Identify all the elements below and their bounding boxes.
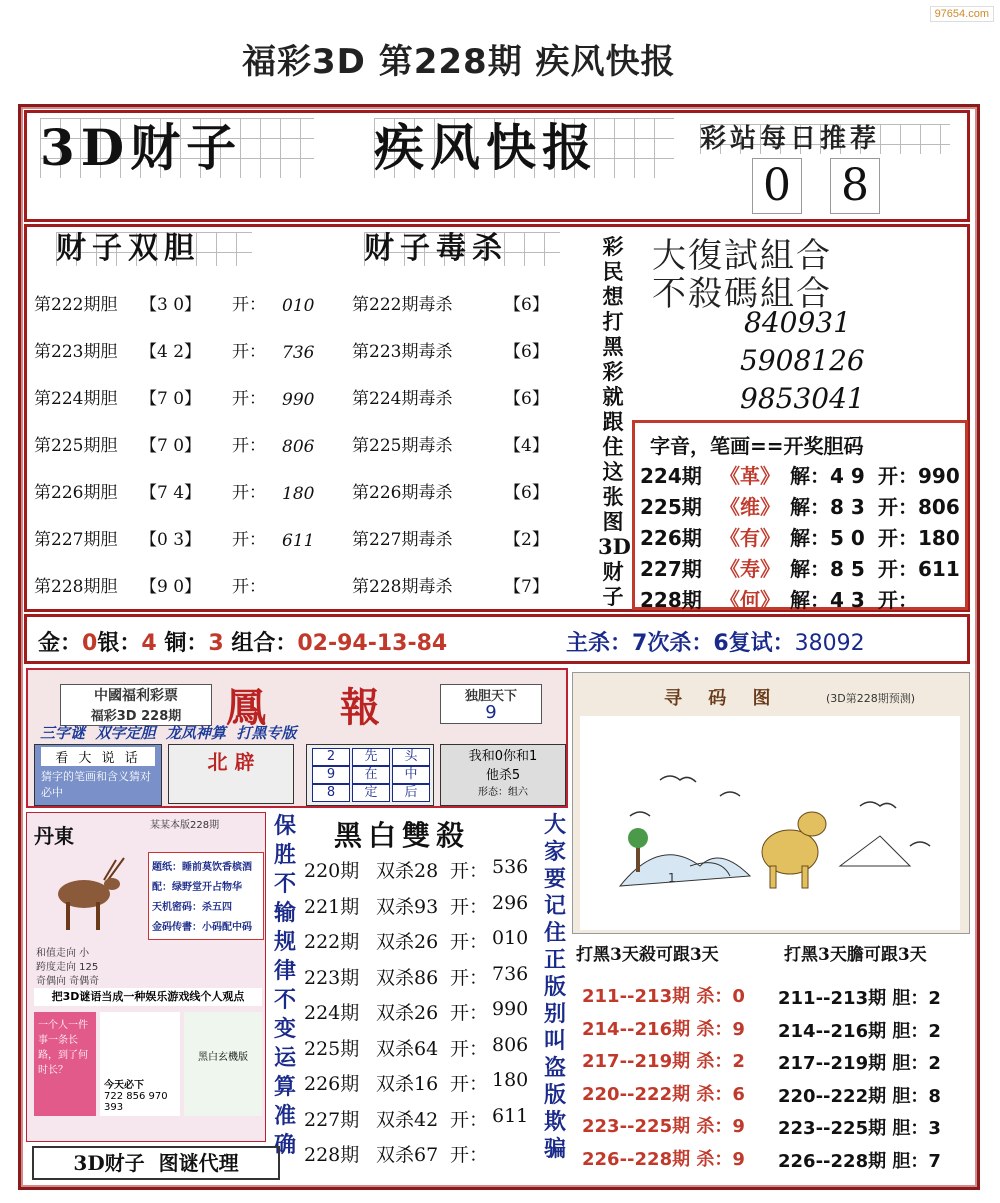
dahei-dan-row: 223--225期 胆：3 — [778, 1118, 941, 1139]
dusha-period: 第223期毒杀 — [352, 342, 453, 362]
heibai-shasha: 双杀42 — [376, 1108, 439, 1131]
shuangdan-period: 第225期胆 — [34, 436, 118, 456]
dusha-period: 第228期毒杀 — [352, 577, 453, 597]
yiren-box: 一个人一件事一条长路，到了何时长？ — [34, 1012, 96, 1116]
kan-box — [34, 744, 162, 806]
antelope-image — [34, 850, 144, 936]
fengbao-issue: 福彩3D 228期 — [90, 709, 182, 724]
dusha-period: 第227期毒杀 — [352, 530, 453, 550]
fuyu-label: 今天必下 — [104, 1080, 144, 1091]
daily-digit-2: 8 — [830, 158, 880, 214]
xunma-drawing — [580, 716, 960, 930]
zyin-jie: 解：4 9 — [790, 464, 865, 488]
daily-digit-1: 0 — [752, 158, 802, 214]
shuangdan-kai-label: 开： — [232, 483, 266, 503]
heibai-period: 227期 — [304, 1108, 360, 1131]
kill-line: 主杀：7次杀：6复试：38092 — [566, 631, 865, 656]
fushi-number-3: 9853041 — [740, 382, 865, 415]
zyin-period: 228期 — [640, 588, 702, 612]
poster-title: 疾风快报 — [374, 118, 674, 178]
zyin-title: 字音，笔画==开奖胆码 — [650, 434, 864, 458]
zyin-jie: 解：8 5 — [790, 557, 865, 581]
heibai-period: 221期 — [304, 895, 360, 918]
dusha-value: 【4】 — [504, 436, 549, 456]
shuangdan-kai-value: 180 — [282, 484, 315, 504]
kan-subtitle: 猜字的笔画和含义猜对必中 — [41, 770, 151, 799]
shuangdan-period: 第228期胆 — [34, 577, 118, 597]
heibai-kai-label: 开： — [450, 1073, 489, 1095]
heibai-kai-label: 开： — [450, 1108, 489, 1131]
zyin-kai: 开：990 — [878, 464, 960, 488]
position-grid-cell: 后 — [392, 784, 430, 802]
dahei-sha-row: 217--219期 杀：2 — [582, 1051, 745, 1072]
dahei-sha-row: 214--216期 杀：9 — [582, 1018, 745, 1040]
dandong-small: 某某本版228期 — [150, 820, 220, 831]
dajia-vertical: 大家要记住正版别叫盗版欺骗 — [543, 812, 566, 1162]
dahei-sha-row: 211--213期 杀：0 — [582, 986, 745, 1007]
dahei-dan-row: 214--216期 胆：2 — [778, 1020, 941, 1042]
zyin-kai: 开： — [878, 588, 918, 612]
position-grid-cell: 2 — [312, 748, 350, 766]
dahei-sha-row: 223--225期 杀：9 — [582, 1116, 745, 1137]
daily-recommend-label: 彩站每日推荐 — [700, 124, 950, 154]
heibai-period: 226期 — [304, 1073, 360, 1095]
position-grid-cell: 中 — [392, 766, 430, 784]
heibai-period: 228期 — [304, 1144, 360, 1166]
dandong-clue: 配：绿野堂开占物华 — [152, 882, 242, 893]
dusha-value: 【2】 — [504, 530, 549, 550]
position-grid-cell: 先 — [352, 748, 390, 766]
heibai-kai-label: 开： — [450, 1144, 489, 1166]
shuangdan-dan: 【7 0】 — [140, 436, 202, 456]
heibai-kai-label: 开： — [450, 966, 489, 989]
heibai-kai-value: 296 — [492, 891, 529, 914]
zyin-kai: 开：611 — [878, 557, 960, 581]
fushi-line1: 大復試組合 — [652, 236, 832, 276]
zyin-jie: 解：8 3 — [790, 495, 865, 519]
position-grid-cell: 头 — [392, 748, 430, 766]
zyin-word: 《革》 — [720, 464, 780, 488]
summary-line: 金：0银：4 铜：3 组合：02-94-13-84 — [38, 631, 448, 656]
heibai-period: 220期 — [304, 860, 360, 882]
heibai-kai-value: 806 — [492, 1033, 529, 1056]
dusha-value: 【6】 — [504, 295, 549, 315]
shuangdan-dan: 【4 2】 — [140, 342, 202, 362]
fengbao-slogan: 三字谜 双字定胆 龙凤神算 打黑专版 — [40, 724, 297, 742]
heibai-shasha: 双杀28 — [376, 860, 439, 882]
kuadu-line: 跨度走向 125 — [36, 962, 99, 973]
antelope-icon — [34, 850, 144, 936]
heibai-shasha: 双杀64 — [376, 1037, 439, 1060]
tel-line: 722 856 970 393 — [104, 1091, 168, 1113]
zyin-period: 227期 — [640, 557, 702, 581]
dusha-value: 【6】 — [504, 483, 549, 503]
fushi-number-1: 840931 — [744, 306, 851, 339]
heibai-kai-label: 开： — [450, 1037, 489, 1060]
dusha-period: 第226期毒杀 — [352, 483, 453, 503]
zyin-kai: 开：806 — [878, 495, 960, 519]
zyin-jie: 解：5 0 — [790, 526, 865, 550]
dusha-period: 第224期毒杀 — [352, 389, 453, 409]
xunma-subtitle: (3D第228期预测) — [826, 692, 916, 705]
heibai-shasha: 双杀26 — [376, 1002, 439, 1024]
dahei-dan-row: 217--219期 胆：2 — [778, 1053, 941, 1074]
dusha-value: 【7】 — [504, 577, 549, 597]
dahei-dan-row: 220--222期 胆：8 — [778, 1085, 941, 1107]
position-grid-cell: 8 — [312, 784, 350, 802]
footer-label: 3D财子 图谜代理 — [32, 1146, 280, 1180]
shuangdan-period: 第223期胆 — [34, 342, 118, 362]
heibai-shasha: 双杀86 — [376, 966, 439, 989]
bei-box: 北 辟 — [168, 744, 294, 804]
shuangdan-period: 第224期胆 — [34, 389, 118, 409]
dusha-period: 第225期毒杀 — [352, 436, 453, 456]
heibai-shasha: 双杀67 — [376, 1144, 439, 1166]
heibai-kai-label: 开： — [450, 860, 489, 882]
heibai-period: 225期 — [304, 1037, 360, 1060]
shuangdan-period: 第227期胆 — [34, 530, 118, 550]
dudan-value: 9 — [485, 702, 497, 723]
heibai-kai-value: 990 — [492, 998, 529, 1020]
fushi-number-2: 5908126 — [740, 344, 865, 377]
zyin-word: 《何》 — [720, 588, 780, 612]
heibai-kai-value: 536 — [492, 856, 529, 878]
dahei-dan-row: 226--228期 胆：7 — [778, 1150, 941, 1172]
shuangdan-kai-value: 010 — [282, 296, 315, 316]
page-title: 福彩3D 第228期 疾风快报 — [242, 42, 676, 82]
dusha-title: 财子毒杀 — [364, 232, 560, 266]
shuangdan-kai-label: 开： — [232, 530, 266, 550]
xunma-drawing-label: 1 — [668, 871, 676, 885]
position-grid-cell: 9 — [312, 766, 350, 784]
shuangdan-title: 财子双胆 — [56, 232, 252, 266]
dahei-sha-row: 220--222期 杀：6 — [582, 1083, 745, 1105]
heibai-kai-label: 开： — [450, 1002, 489, 1024]
position-grid-cell: 在 — [352, 766, 390, 784]
baosheng-vertical: 保胜不输规律不变运算准确 — [273, 813, 296, 1158]
heibai-title: 黑白雙殺 — [334, 819, 471, 852]
watermark: 97654.com — [930, 6, 994, 22]
zyin-period: 226期 — [640, 526, 702, 550]
dandong-banner: 把3D谜语当成一种娱乐游戏线个人观点 — [34, 988, 262, 1006]
zyin-word: 《维》 — [720, 495, 780, 519]
dusha-period: 第222期毒杀 — [352, 295, 453, 315]
shuangdan-kai-value: 611 — [282, 531, 315, 551]
dusha-value: 【6】 — [504, 389, 549, 409]
dandong-city: 丹東 — [34, 824, 74, 848]
dahei-sha-row: 226--228期 杀：9 — [582, 1148, 745, 1170]
dahei-sha-title: 打黑3天殺可跟3天 — [576, 945, 719, 965]
heibai-shasha: 双杀26 — [376, 931, 439, 953]
kan-title: 看 大 说 话 — [41, 747, 155, 766]
dahei-dan-row: 211--213期 胆：2 — [778, 988, 941, 1009]
shuangdan-period: 第222期胆 — [34, 295, 118, 315]
shuangdan-dan: 【3 0】 — [140, 295, 202, 315]
shuangdan-kai-value: 990 — [282, 390, 315, 410]
dusha-value: 【6】 — [504, 342, 549, 362]
fengbao-org: 中國福利彩票 — [94, 688, 178, 704]
shuangdan-kai-label: 开： — [232, 295, 266, 315]
vertical-slogan-left: 彩民想打黑彩就跟住这张图3D财子 — [598, 234, 631, 609]
shuangdan-period: 第226期胆 — [34, 483, 118, 503]
zyin-word: 《寿》 — [720, 557, 780, 581]
fuyu-box — [100, 1012, 180, 1116]
shuangdan-kai-label: 开： — [232, 342, 266, 362]
dandong-clue: 题纸：睡前莫饮香槟酒 — [152, 862, 252, 873]
fushi-line2: 不殺碼組合 — [652, 274, 832, 314]
brand-title: 3D财子 — [40, 118, 314, 178]
dudan-box — [440, 684, 542, 724]
zyin-jie: 解：4 3 — [790, 588, 865, 612]
ta-line: 他杀5 — [485, 768, 521, 783]
shuangdan-kai-value: 736 — [282, 343, 315, 363]
heibai-kai-value: 010 — [492, 927, 529, 949]
xunma-image — [580, 716, 960, 930]
shuangdan-kai-value: 806 — [282, 437, 315, 457]
xunma-title: 寻 码 图 — [664, 688, 781, 709]
xingtai-line: 形态：组六 — [478, 787, 528, 798]
heibai-period: 223期 — [304, 966, 360, 989]
wo-line: 我和0你和1 — [468, 749, 538, 764]
shuangdan-dan: 【7 4】 — [140, 483, 202, 503]
shuangdan-kai-label: 开： — [232, 436, 266, 456]
shuangdan-kai-label: 开： — [232, 389, 266, 409]
pianhao-line: 和值走向 小 — [36, 948, 90, 959]
wo-ta-box — [440, 744, 566, 806]
heibai-period: 222期 — [304, 931, 360, 953]
position-grid-cell: 定 — [352, 784, 390, 802]
dandong-clue: 天机密码：杀五四 — [152, 902, 232, 913]
heibai-period: 224期 — [304, 1002, 360, 1024]
qioudan-line: 奇偶向 奇偶奇 — [36, 976, 100, 987]
zyin-kai: 开：180 — [878, 526, 960, 550]
heibai-kai-label: 开： — [450, 931, 489, 953]
shuangdan-dan: 【0 3】 — [140, 530, 202, 550]
zyin-word: 《有》 — [720, 526, 780, 550]
zyin-period: 225期 — [640, 495, 702, 519]
shuangdan-dan: 【9 0】 — [140, 577, 202, 597]
shuangdan-kai-label: 开： — [232, 577, 266, 597]
heibai-kai-value: 611 — [492, 1104, 529, 1127]
dudan-label: 独胆天下 — [464, 689, 517, 704]
heibai-kai-label: 开： — [450, 895, 489, 918]
heibai-shasha: 双杀16 — [376, 1073, 439, 1095]
heibai-kai-value: 736 — [492, 962, 529, 985]
dandong-clue: 金码传書：小码配中码 — [152, 922, 252, 933]
fengbao-org-box — [60, 684, 212, 726]
heibai-kai-value: 180 — [492, 1069, 529, 1091]
black-box: 黑白玄機版 — [184, 1012, 262, 1116]
zyin-period: 224期 — [640, 464, 702, 488]
dahei-dan-title: 打黑3天膽可跟3天 — [784, 945, 927, 965]
shuangdan-dan: 【7 0】 — [140, 389, 202, 409]
fengbao-title: 鳳 報 — [226, 684, 410, 731]
heibai-shasha: 双杀93 — [376, 895, 439, 918]
